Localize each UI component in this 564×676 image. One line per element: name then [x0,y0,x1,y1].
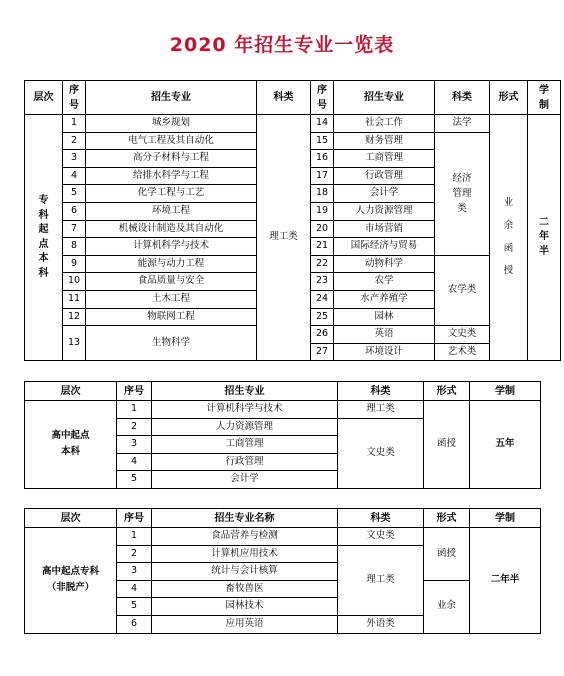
category-lang: 外语类 [338,615,424,633]
row-major: 畜牧兽医 [152,580,338,598]
row-no: 4 [117,580,152,598]
header-duration: 学制 [528,81,561,115]
table-undergrad-from-junior-college [24,80,561,361]
row-no: 18 [311,185,334,203]
header-level: 层次 [25,509,117,528]
row-no: 3 [117,436,152,454]
row-no: 2 [63,132,86,150]
row-major: 食品质量与安全 [86,273,257,291]
row-no: 3 [63,150,86,168]
table-row [25,115,561,133]
row-no: 5 [117,598,152,616]
header-major: 招生专业名称 [152,509,338,528]
row-major: 给排水科学与工程 [86,167,257,185]
row-no: 14 [311,115,334,133]
row-no: 21 [311,238,334,256]
level-cell: 高中起点本科 [25,401,117,489]
row-major: 统计与会计核算 [152,563,338,581]
row-major: 园林 [334,308,435,326]
level-cell: 专科起点本科 [25,115,63,361]
row-major: 计算机科学与技术 [86,238,257,256]
header-duration: 学制 [470,509,541,528]
header-major: 招生专业 [152,382,338,401]
row-major: 应用英语 [152,615,338,633]
header-level: 层次 [25,81,63,115]
header-form: 形式 [490,81,528,115]
row-no: 27 [311,343,334,361]
header-no-2: 序号 [311,81,334,115]
row-major: 食品营养与检测 [152,528,338,546]
form-cell: 业余函授 [490,115,528,361]
row-no: 24 [311,290,334,308]
row-major: 土木工程 [86,290,257,308]
table-row [25,528,541,546]
table-header-row [25,509,541,528]
table-header-row [25,382,541,401]
header-no: 序号 [117,509,152,528]
row-major: 工商管理 [334,150,435,168]
category-science: 理工类 [338,545,424,615]
row-no: 15 [311,132,334,150]
header-no: 序号 [117,382,152,401]
row-major: 人力资源管理 [152,418,338,436]
header-category: 科类 [338,509,424,528]
row-no: 4 [117,453,152,471]
duration-cell: 二年半 [528,115,561,361]
header-no: 序号 [63,81,86,115]
row-major: 行政管理 [152,453,338,471]
row-no: 13 [63,326,86,361]
row-no: 4 [63,167,86,185]
category-agri: 农学类 [435,255,490,325]
category-law: 法学 [435,115,490,133]
header-category: 科类 [257,81,311,115]
duration-cell: 五年 [470,401,541,489]
row-major: 化学工程与工艺 [86,185,257,203]
row-major: 国际经济与贸易 [334,238,435,256]
row-no: 20 [311,220,334,238]
table-row [25,401,541,419]
row-major: 社会工作 [334,115,435,133]
row-major: 生物科学 [86,326,257,361]
row-no: 1 [117,401,152,419]
row-no: 26 [311,326,334,344]
row-no: 16 [311,150,334,168]
row-no: 12 [63,308,86,326]
row-no: 5 [117,471,152,489]
header-form: 形式 [424,382,470,401]
row-major: 工商管理 [152,436,338,454]
row-major: 计算机科学与技术 [152,401,338,419]
row-major: 农学 [334,273,435,291]
category-science: 理工类 [338,401,424,419]
level-cell: 高中起点专科（非脱产） [25,528,117,634]
row-no: 6 [117,615,152,633]
category-arts: 文史类 [338,528,424,546]
table-college-from-highschool [24,508,541,634]
row-major: 电气工程及其自动化 [86,132,257,150]
row-major: 市场营销 [334,220,435,238]
header-category-2: 科类 [435,81,490,115]
form-cell-a: 函授 [424,528,470,581]
form-cell: 函授 [424,401,470,489]
header-major-2: 招生专业 [334,81,435,115]
row-major: 动物科学 [334,255,435,273]
row-major: 财务管理 [334,132,435,150]
row-major: 会计学 [334,185,435,203]
row-major: 人力资源管理 [334,202,435,220]
row-no: 23 [311,273,334,291]
table-header-row [25,81,561,115]
row-no: 2 [117,545,152,563]
header-category: 科类 [338,382,424,401]
category-art: 艺术类 [435,343,490,361]
row-no: 1 [117,528,152,546]
table-undergrad-from-highschool [24,381,541,489]
header-major: 招生专业 [86,81,257,115]
row-major: 环境工程 [86,202,257,220]
row-no: 10 [63,273,86,291]
row-no: 6 [63,202,86,220]
row-no: 11 [63,290,86,308]
category-econ: 经济管理类 [435,132,490,255]
row-major: 机械设计制造及其自动化 [86,220,257,238]
row-no: 3 [117,563,152,581]
form-cell-b: 业余 [424,580,470,633]
row-no: 2 [117,418,152,436]
header-form: 形式 [424,509,470,528]
row-no: 9 [63,255,86,273]
duration-cell: 二年半 [470,528,541,634]
row-no: 1 [63,115,86,133]
row-major: 高分子材料与工程 [86,150,257,168]
row-no: 22 [311,255,334,273]
row-no: 25 [311,308,334,326]
row-no: 7 [63,220,86,238]
category-arts: 文史类 [338,418,424,488]
row-major: 城乡规划 [86,115,257,133]
row-major: 计算机应用技术 [152,545,338,563]
row-major: 园林技术 [152,598,338,616]
row-no: 5 [63,185,86,203]
header-duration: 学制 [470,382,541,401]
row-no: 8 [63,238,86,256]
row-major: 会计学 [152,471,338,489]
category-arts: 文史类 [435,326,490,344]
header-level: 层次 [25,382,117,401]
category-cell: 理工类 [257,115,311,361]
page-title: 2020 年招生专业一览表 [169,34,395,56]
row-major: 能源与动力工程 [86,255,257,273]
row-major: 水产养殖学 [334,290,435,308]
row-major: 物联网工程 [86,308,257,326]
row-no: 17 [311,167,334,185]
row-major: 英语 [334,326,435,344]
row-no: 19 [311,202,334,220]
row-major: 环境设计 [334,343,435,361]
row-major: 行政管理 [334,167,435,185]
